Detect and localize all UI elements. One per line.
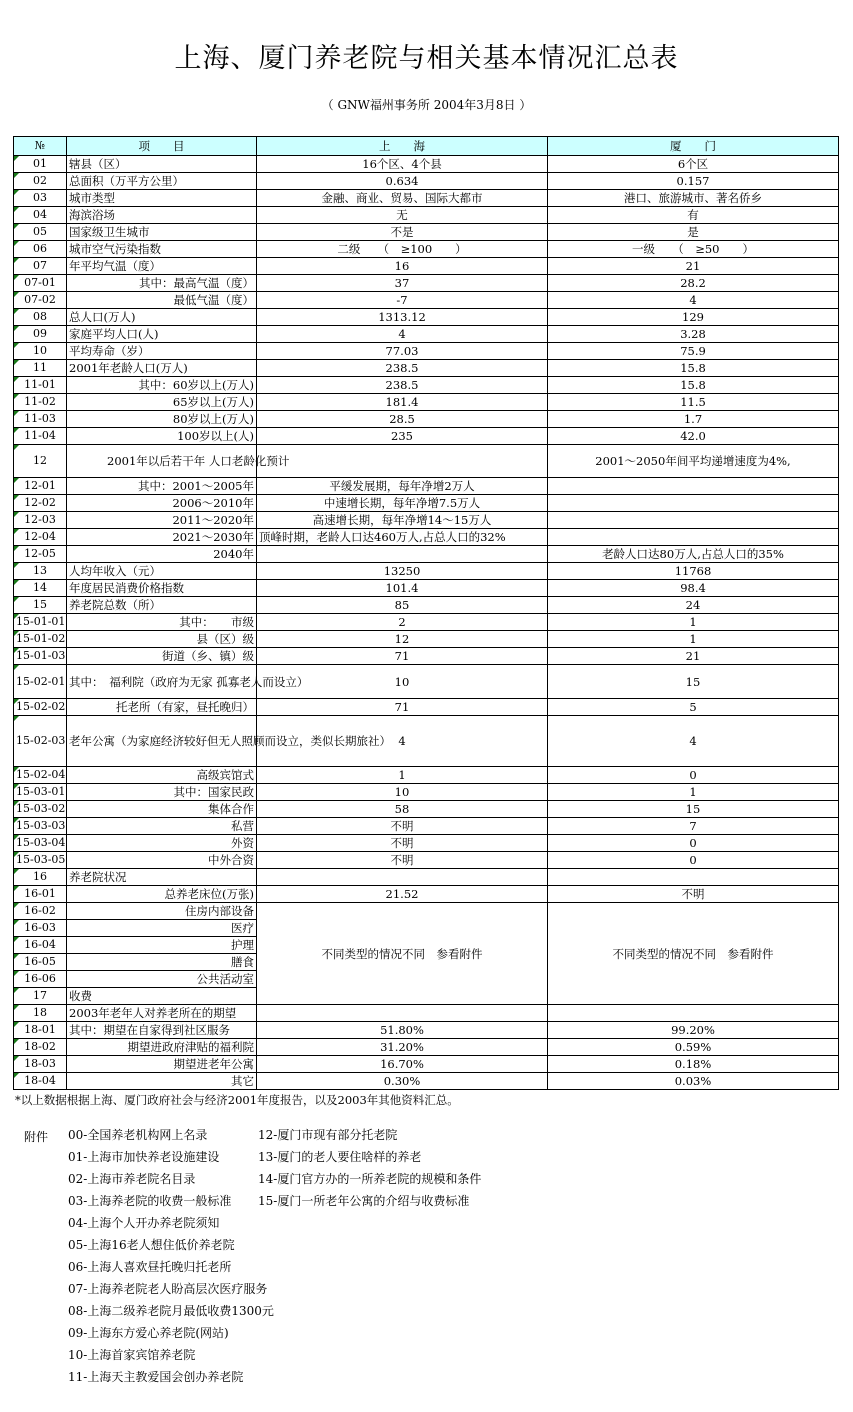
row-item: 公共活动室 xyxy=(67,971,257,988)
row-number: 11-04 xyxy=(14,428,67,445)
row-number: 15 xyxy=(14,597,67,614)
table-row xyxy=(14,1039,839,1056)
table-row xyxy=(14,173,839,190)
table-row xyxy=(14,1022,839,1039)
table-row xyxy=(14,614,839,631)
table-row xyxy=(14,546,839,563)
row-shanghai: 21.52 xyxy=(257,886,548,903)
table-row xyxy=(14,784,839,801)
row-shanghai: -7 xyxy=(257,292,548,309)
row-number: 08 xyxy=(14,309,67,326)
row-number: 16 xyxy=(14,869,67,886)
row-number: 15-02-02 xyxy=(14,699,67,716)
table-row xyxy=(14,1073,839,1090)
row-number: 15-03-04 xyxy=(14,835,67,852)
table-row xyxy=(14,665,839,699)
row-item: 2001年老龄人口(万人) xyxy=(67,360,257,377)
attachment-item[interactable]: 06-上海人喜欢昼托晚归托老所 xyxy=(68,1260,232,1274)
row-xiamen: 99.20% xyxy=(548,1022,839,1039)
row-item: 总养老床位(万张) xyxy=(67,886,257,903)
source-note: *以上数据根据上海、厦门政府社会与经济2001年度报告，以及2003年其他资料汇总。 xyxy=(15,1093,459,1107)
row-number: 18-01 xyxy=(14,1022,67,1039)
row-shanghai: 16 xyxy=(257,258,548,275)
table-row xyxy=(14,224,839,241)
table-row xyxy=(14,394,839,411)
row-number: 15-02-01 xyxy=(14,665,67,699)
row-shanghai: 16.70% xyxy=(257,1056,548,1073)
row-shanghai: 51.80% xyxy=(257,1022,548,1039)
row-shanghai: 不明 xyxy=(257,818,548,835)
row-number: 16-05 xyxy=(14,954,67,971)
table-row xyxy=(14,190,839,207)
row-shanghai: 1 xyxy=(257,767,548,784)
row-number: 15-02-03 xyxy=(14,716,67,767)
row-xiamen: 129 xyxy=(548,309,839,326)
row-item: 家庭平均人口(人) xyxy=(67,326,257,343)
attachment-item[interactable]: 08-上海二级养老院月最低收费1300元 xyxy=(68,1304,274,1318)
row-xiamen: 42.0 xyxy=(548,428,839,445)
attachment-item[interactable]: 03-上海养老院的收费一般标准 xyxy=(68,1194,232,1208)
table-row xyxy=(14,495,839,512)
table-header-row xyxy=(14,137,839,156)
row-item: 收费 xyxy=(67,988,257,1005)
row-number: 12 xyxy=(14,445,67,478)
row-xiamen: 0.03% xyxy=(548,1073,839,1090)
table-row xyxy=(14,1056,839,1073)
row-xiamen: 一级 （ ≥50 ） xyxy=(548,241,839,258)
attachment-item[interactable]: 01-上海市加快养老设施建设 xyxy=(68,1150,220,1164)
row-number: 12-05 xyxy=(14,546,67,563)
row-xiamen: 0.18% xyxy=(548,1056,839,1073)
row-shanghai: 71 xyxy=(257,648,548,665)
row-number: 15-03-05 xyxy=(14,852,67,869)
row-number: 16-02 xyxy=(14,903,67,920)
row-xiamen: 3.28 xyxy=(548,326,839,343)
row-item: 养老院状况 xyxy=(67,869,257,886)
row-shanghai: 10 xyxy=(257,784,548,801)
row-shanghai: 中速增长期，每年净增7.5万人 xyxy=(257,495,548,512)
row-item: 其中： 福利院（政府为无家 孤寡老人而设立） xyxy=(67,665,257,699)
table-row xyxy=(14,835,839,852)
header-shanghai: 上 海 xyxy=(257,137,548,156)
row-xiamen: 28.2 xyxy=(548,275,839,292)
row-xiamen: 0.157 xyxy=(548,173,839,190)
row-shanghai: 71 xyxy=(257,699,548,716)
attachments-label: 附件 xyxy=(24,1130,49,1144)
row-item: 2021～2030年 xyxy=(67,529,257,546)
row-xiamen xyxy=(548,512,839,529)
row-shanghai: 101.4 xyxy=(257,580,548,597)
table-row xyxy=(14,343,839,360)
row-shanghai: 0.634 xyxy=(257,173,548,190)
row-item: 2006～2010年 xyxy=(67,495,257,512)
row-shanghai: 181.4 xyxy=(257,394,548,411)
row-number: 12-04 xyxy=(14,529,67,546)
row-xiamen: 11.5 xyxy=(548,394,839,411)
attachment-item[interactable]: 11-上海天主教爱国会创办养老院 xyxy=(68,1370,244,1384)
row-number: 16-01 xyxy=(14,886,67,903)
row-item: 海滨浴场 xyxy=(67,207,257,224)
row-item: 65岁以上(万人) xyxy=(67,394,257,411)
row-xiamen: 港口、旅游城市、著名侨乡 xyxy=(548,190,839,207)
row-number: 07 xyxy=(14,258,67,275)
table-row xyxy=(14,275,839,292)
row-xiamen: 1 xyxy=(548,614,839,631)
row-number: 04 xyxy=(14,207,67,224)
row-item: 2040年 xyxy=(67,546,257,563)
row-number: 16-04 xyxy=(14,937,67,954)
row-number: 17 xyxy=(14,988,67,1005)
row-item: 总面积（万平方公里） xyxy=(67,173,257,190)
row-number: 16-03 xyxy=(14,920,67,937)
attachment-item[interactable]: 04-上海个人开办养老院须知 xyxy=(68,1216,220,1230)
row-number: 18-02 xyxy=(14,1039,67,1056)
row-item: 人均年收入（元） xyxy=(67,563,257,580)
row-item: 80岁以上(万人) xyxy=(67,411,257,428)
attachment-item[interactable]: 10-上海首家宾馆养老院 xyxy=(68,1348,196,1362)
row-item: 100岁以上(人) xyxy=(67,428,257,445)
row-shanghai: 金融、商业、贸易、国际大都市 xyxy=(257,190,548,207)
row-shanghai: 85 xyxy=(257,597,548,614)
row-xiamen xyxy=(548,495,839,512)
row-xiamen: 0.59% xyxy=(548,1039,839,1056)
row-number: 14 xyxy=(14,580,67,597)
row-number: 11-02 xyxy=(14,394,67,411)
row-number: 18-03 xyxy=(14,1056,67,1073)
row-number: 07-02 xyxy=(14,292,67,309)
row-shanghai: 238.5 xyxy=(257,377,548,394)
table-row xyxy=(14,699,839,716)
row-xiamen: 1 xyxy=(548,631,839,648)
row-xiamen xyxy=(548,529,839,546)
row-item: 私营 xyxy=(67,818,257,835)
table-row xyxy=(14,903,839,920)
row-xiamen xyxy=(548,869,839,886)
row-shanghai: 77.03 xyxy=(257,343,548,360)
table-row xyxy=(14,258,839,275)
row-number: 09 xyxy=(14,326,67,343)
row-xiamen: 15.8 xyxy=(548,360,839,377)
table-row xyxy=(14,563,839,580)
table-row xyxy=(14,377,839,394)
table-row xyxy=(14,852,839,869)
row-item: 2003年老年人对养老所在的期望 xyxy=(67,1005,257,1022)
attachment-item[interactable]: 12-厦门市现有部分托老院 xyxy=(258,1128,398,1142)
table-row xyxy=(14,309,839,326)
row-shanghai: 28.5 xyxy=(257,411,548,428)
table-row xyxy=(14,512,839,529)
table-row xyxy=(14,631,839,648)
table-row xyxy=(14,360,839,377)
row-shanghai: 13250 xyxy=(257,563,548,580)
row-xiamen: 21 xyxy=(548,648,839,665)
row-item: 2001年以后若干年 人口老龄化预计 xyxy=(67,445,257,478)
table-row xyxy=(14,869,839,886)
row-item: 其中：60岁以上(万人) xyxy=(67,377,257,394)
row-item: 最低气温（度） xyxy=(67,292,257,309)
row-item: 街道（乡、镇）级 xyxy=(67,648,257,665)
row-shanghai: 37 xyxy=(257,275,548,292)
row-item: 托老所（有家，昼托晚归） xyxy=(67,699,257,716)
row-xiamen: 24 xyxy=(548,597,839,614)
row-shanghai: 0.30% xyxy=(257,1073,548,1090)
row-shanghai xyxy=(257,445,548,478)
table-row xyxy=(14,478,839,495)
row-number: 11-01 xyxy=(14,377,67,394)
row-number: 10 xyxy=(14,343,67,360)
row-shanghai: 10 xyxy=(257,665,548,699)
row-xiamen xyxy=(548,478,839,495)
table-row xyxy=(14,716,839,767)
row-shanghai: 4 xyxy=(257,326,548,343)
row-shanghai: 高速增长期，每年净增14～15万人 xyxy=(257,512,548,529)
row-xiamen: 老龄人口达80万人,占总人口的35% xyxy=(548,546,839,563)
row-shanghai: 顶峰时期，老龄人口达460万人,占总人口的32% xyxy=(257,529,548,546)
row-number: 15-01-02 xyxy=(14,631,67,648)
row-item: 年平均气温（度） xyxy=(67,258,257,275)
table-row xyxy=(14,767,839,784)
row-item: 护理 xyxy=(67,937,257,954)
row-item: 城市类型 xyxy=(67,190,257,207)
table-row xyxy=(14,411,839,428)
row-shanghai xyxy=(257,1005,548,1022)
row-number: 03 xyxy=(14,190,67,207)
table-row xyxy=(14,1005,839,1022)
row-xiamen: 有 xyxy=(548,207,839,224)
row-number: 07-01 xyxy=(14,275,67,292)
row-number: 12-03 xyxy=(14,512,67,529)
row-shanghai: 1313.12 xyxy=(257,309,548,326)
row-xiamen: 75.9 xyxy=(548,343,839,360)
row-item: 住房内部设备 xyxy=(67,903,257,920)
table-row xyxy=(14,648,839,665)
row-item: 医疗 xyxy=(67,920,257,937)
attachment-item[interactable]: 07-上海养老院老人盼高层次医疗服务 xyxy=(68,1282,268,1296)
row-item: 高级宾馆式 xyxy=(67,767,257,784)
row-item: 其它 xyxy=(67,1073,257,1090)
row-number: 05 xyxy=(14,224,67,241)
row-number: 16-06 xyxy=(14,971,67,988)
attachment-item[interactable]: 02-上海市养老院名目录 xyxy=(68,1172,196,1186)
row-xiamen: 15 xyxy=(548,801,839,818)
row-shanghai xyxy=(257,869,548,886)
row-item: 国家级卫生城市 xyxy=(67,224,257,241)
table-row xyxy=(14,818,839,835)
attachments-list-left xyxy=(68,1124,274,1388)
attachment-item[interactable]: 09-上海东方爱心养老院(网站) xyxy=(68,1326,229,1340)
row-shanghai: 31.20% xyxy=(257,1039,548,1056)
row-shanghai xyxy=(257,546,548,563)
row-xiamen: 15 xyxy=(548,665,839,699)
row-xiamen: 是 xyxy=(548,224,839,241)
row-item: 外资 xyxy=(67,835,257,852)
summary-table xyxy=(13,136,839,1090)
table-row xyxy=(14,207,839,224)
row-xiamen: 15.8 xyxy=(548,377,839,394)
row-item: 年度居民消费价格指数 xyxy=(67,580,257,597)
row-item: 集体合作 xyxy=(67,801,257,818)
row-number: 02 xyxy=(14,173,67,190)
row-item: 辖县（区） xyxy=(67,156,257,173)
row-item: 期望进老年公寓 xyxy=(67,1056,257,1073)
row-shanghai: 58 xyxy=(257,801,548,818)
header-no: № xyxy=(14,137,67,156)
row-xiamen: 98.4 xyxy=(548,580,839,597)
attachment-item[interactable]: 13-厦门的老人要住啥样的养老 xyxy=(258,1150,422,1164)
row-item: 县（区）级 xyxy=(67,631,257,648)
row-shanghai: 238.5 xyxy=(257,360,548,377)
page-title: 上海、厦门养老院与相关基本情况汇总表 xyxy=(174,43,679,74)
table-row xyxy=(14,580,839,597)
row-item: 其中： 市级 xyxy=(67,614,257,631)
row-number: 01 xyxy=(14,156,67,173)
row-xiamen xyxy=(548,1005,839,1022)
row-item: 老年公寓（为家庭经济较好但无人照顾而设立，类似长期旅社） xyxy=(67,716,257,767)
row-shanghai: 4 xyxy=(257,716,548,767)
row-item: 期望进政府津贴的福利院 xyxy=(67,1039,257,1056)
row-item: 膳食 xyxy=(67,954,257,971)
table-row xyxy=(14,156,839,173)
row-xiamen: 1 xyxy=(548,784,839,801)
row-xiamen: 0 xyxy=(548,767,839,784)
row-number: 11-03 xyxy=(14,411,67,428)
row-item: 城市空气污染指数 xyxy=(67,241,257,258)
table-row xyxy=(14,886,839,903)
header-item: 项 目 xyxy=(67,137,257,156)
row-xiamen: 4 xyxy=(548,292,839,309)
row-number: 15-03-02 xyxy=(14,801,67,818)
row-shanghai: 不明 xyxy=(257,852,548,869)
row-item: 其中：国家民政 xyxy=(67,784,257,801)
row-xiamen: 1.7 xyxy=(548,411,839,428)
row-number: 15-03-03 xyxy=(14,818,67,835)
row-number: 11 xyxy=(14,360,67,377)
row-item: 平均寿命（岁） xyxy=(67,343,257,360)
table-row xyxy=(14,326,839,343)
row-xiamen: 不同类型的情况不同 参看附件 xyxy=(548,903,839,1005)
row-shanghai: 不明 xyxy=(257,835,548,852)
attachment-item[interactable]: 00-全国养老机构网上名录 xyxy=(68,1128,208,1142)
row-xiamen: 2001～2050年间平均递增速度为4%, xyxy=(548,445,839,478)
header-xiamen: 厦 门 xyxy=(548,137,839,156)
table-row xyxy=(14,241,839,258)
row-item: 其中：2001～2005年 xyxy=(67,478,257,495)
row-shanghai: 平缓发展期，每年净增2万人 xyxy=(257,478,548,495)
row-xiamen: 5 xyxy=(548,699,839,716)
row-xiamen: 0 xyxy=(548,835,839,852)
row-number: 15-01-03 xyxy=(14,648,67,665)
table-row xyxy=(14,428,839,445)
row-shanghai: 235 xyxy=(257,428,548,445)
row-xiamen: 7 xyxy=(548,818,839,835)
row-number: 12-01 xyxy=(14,478,67,495)
row-shanghai: 12 xyxy=(257,631,548,648)
row-shanghai: 无 xyxy=(257,207,548,224)
row-number: 12-02 xyxy=(14,495,67,512)
table-row xyxy=(14,597,839,614)
row-shanghai: 2 xyxy=(257,614,548,631)
table-row xyxy=(14,292,839,309)
table-row xyxy=(14,529,839,546)
row-number: 15-01-01 xyxy=(14,614,67,631)
row-number: 13 xyxy=(14,563,67,580)
row-item: 养老院总数（所） xyxy=(67,597,257,614)
row-item: 其中：最高气温（度） xyxy=(67,275,257,292)
row-number: 18 xyxy=(14,1005,67,1022)
attachment-item[interactable]: 14-厦门官方办的一所养老院的规模和条件 xyxy=(258,1172,482,1186)
row-number: 18-04 xyxy=(14,1073,67,1090)
table-row xyxy=(14,801,839,818)
attachment-item[interactable]: 05-上海16老人想住低价养老院 xyxy=(68,1238,235,1252)
row-item: 总人口(万人) xyxy=(67,309,257,326)
row-xiamen: 不明 xyxy=(548,886,839,903)
row-shanghai: 不同类型的情况不同 参看附件 xyxy=(257,903,548,1005)
row-item: 其中：期望在自家得到社区服务 xyxy=(67,1022,257,1039)
attachments-list-right xyxy=(258,1124,481,1212)
table-row xyxy=(14,445,839,478)
row-xiamen: 4 xyxy=(548,716,839,767)
row-xiamen: 21 xyxy=(548,258,839,275)
attachment-item[interactable]: 15-厦门一所老年公寓的介绍与收费标准 xyxy=(258,1194,470,1208)
row-number: 15-02-04 xyxy=(14,767,67,784)
row-item: 2011～2020年 xyxy=(67,512,257,529)
row-item: 中外合资 xyxy=(67,852,257,869)
page-subtitle: （ GNW福州事务所 2004年3月8日 ） xyxy=(321,98,532,112)
row-xiamen: 11768 xyxy=(548,563,839,580)
row-shanghai: 16个区、4个县 xyxy=(257,156,548,173)
row-number: 06 xyxy=(14,241,67,258)
row-shanghai: 不是 xyxy=(257,224,548,241)
row-shanghai: 二级 （ ≥100 ） xyxy=(257,241,548,258)
row-number: 15-03-01 xyxy=(14,784,67,801)
row-xiamen: 0 xyxy=(548,852,839,869)
row-xiamen: 6个区 xyxy=(548,156,839,173)
